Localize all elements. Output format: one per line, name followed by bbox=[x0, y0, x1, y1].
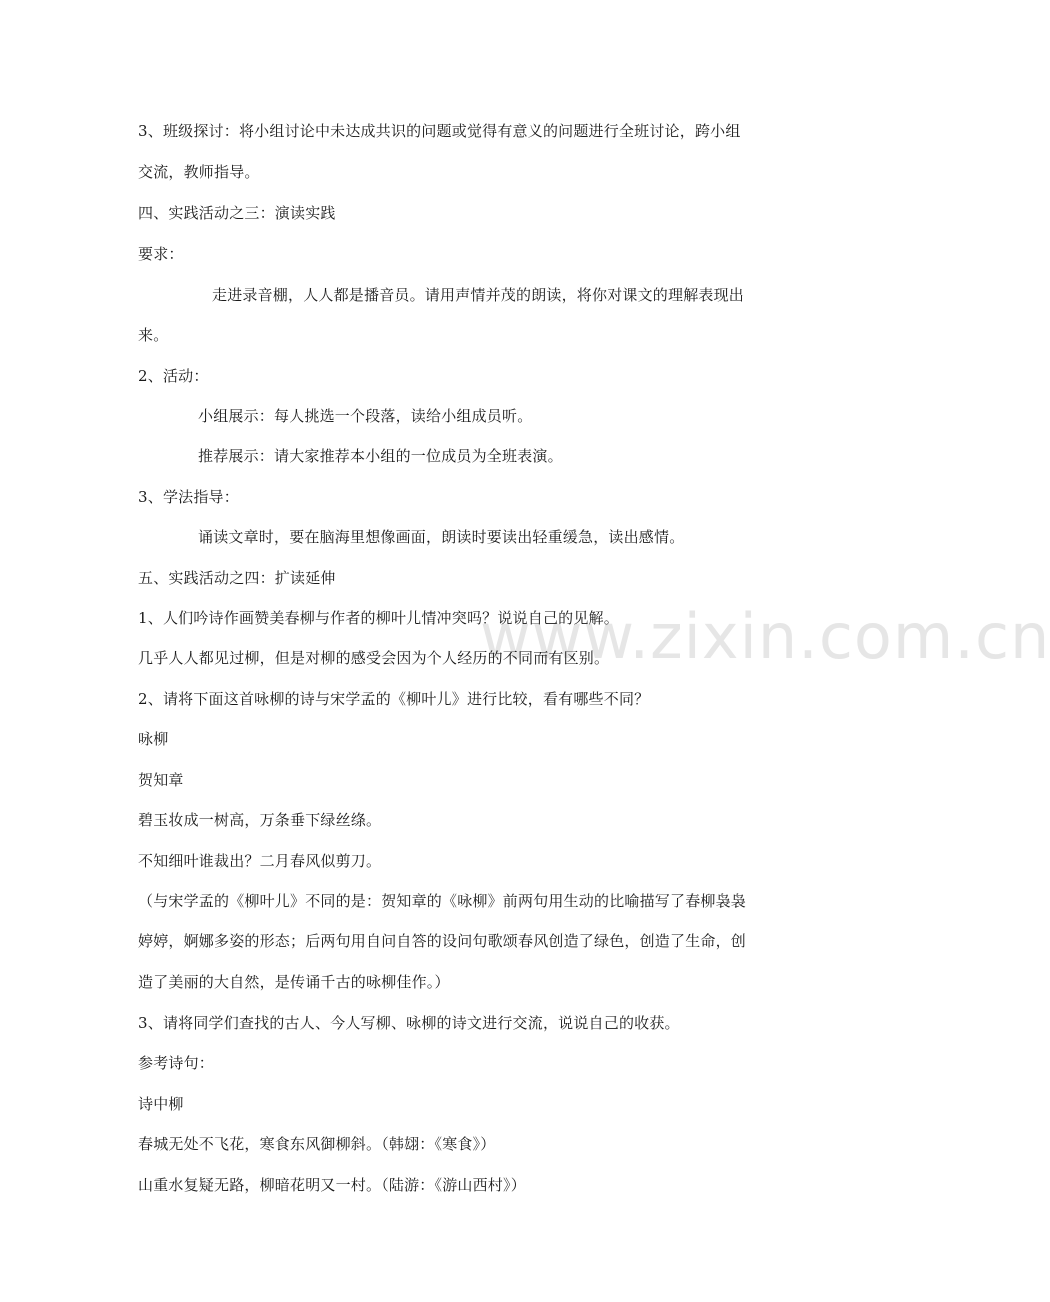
activity-label: 2、活动： bbox=[138, 367, 209, 385]
method-guide-label: 3、学法指导： bbox=[138, 488, 239, 506]
reference-poem-2: 山重水复疑无路，柳暗花明又一村。（陆游：《游山西村》） bbox=[138, 1176, 526, 1194]
reference-label: 参考诗句： bbox=[138, 1054, 215, 1072]
group-show-text: 小组展示：每人挑选一个段落，读给小组成员听。 bbox=[198, 407, 533, 425]
paragraph-class-discussion: 3、班级探讨：将小组讨论中未达成共识的问题或觉得有意义的问题进行全班讨论，跨小组 bbox=[138, 122, 741, 140]
section-heading-4: 四、实践活动之三：演读实践 bbox=[138, 204, 336, 222]
recommend-show-text: 推荐展示：请大家推荐本小组的一位成员为全班表演。 bbox=[198, 447, 563, 465]
poem-title: 咏柳 bbox=[138, 730, 169, 748]
requirements-label: 要求： bbox=[138, 245, 184, 263]
requirements-text-cont: 来。 bbox=[138, 326, 169, 344]
comparison-text-cont-2: 造了美丽的大自然，是传诵千古的咏柳佳作。） bbox=[138, 973, 450, 991]
poem-author: 贺知章 bbox=[138, 771, 184, 789]
question-2: 2、请将下面这首咏柳的诗与宋学孟的《柳叶儿》进行比较，看有哪些不同？ bbox=[138, 690, 650, 708]
poem-line-1: 碧玉妆成一树高，万条垂下绿丝绦。 bbox=[138, 811, 382, 829]
question-1: 1、人们吟诗作画赞美春柳与作者的柳叶儿情冲突吗？说说自己的见解。 bbox=[138, 609, 619, 627]
paragraph-class-discussion-cont: 交流，教师指导。 bbox=[138, 163, 260, 181]
question-3: 3、请将同学们查找的古人、今人写柳、咏柳的诗文进行交流，说说自己的收获。 bbox=[138, 1014, 680, 1032]
answer-1: 几乎人人都见过柳，但是对柳的感受会因为个人经历的不同而有区别。 bbox=[138, 649, 610, 667]
requirements-text: 走进录音棚，人人都是播音员。请用声情并茂的朗读，将你对课文的理解表现出 bbox=[212, 286, 745, 304]
comparison-text-cont-1: 婷婷，婀娜多姿的形态；后两句用自问自答的设问句歌颂春风创造了绿色，创造了生命，创 bbox=[138, 932, 747, 950]
poem-line-2: 不知细叶谁裁出？二月春风似剪刀。 bbox=[138, 852, 382, 870]
reference-poem-1: 春城无处不飞花，寒食东风御柳斜。（韩翃：《寒食》） bbox=[138, 1135, 496, 1153]
section-heading-5: 五、实践活动之四：扩读延伸 bbox=[138, 569, 336, 587]
willow-in-poems-heading: 诗中柳 bbox=[138, 1095, 184, 1113]
watermark: www.zixin.com.cn bbox=[480, 600, 1050, 673]
method-guide-text: 诵读文章时，要在脑海里想像画面，朗读时要读出轻重缓急，读出感情。 bbox=[198, 528, 685, 546]
comparison-text: （与宋学孟的《柳叶儿》不同的是：贺知章的《咏柳》前两句用生动的比喻描写了春柳袅袅 bbox=[138, 892, 747, 910]
